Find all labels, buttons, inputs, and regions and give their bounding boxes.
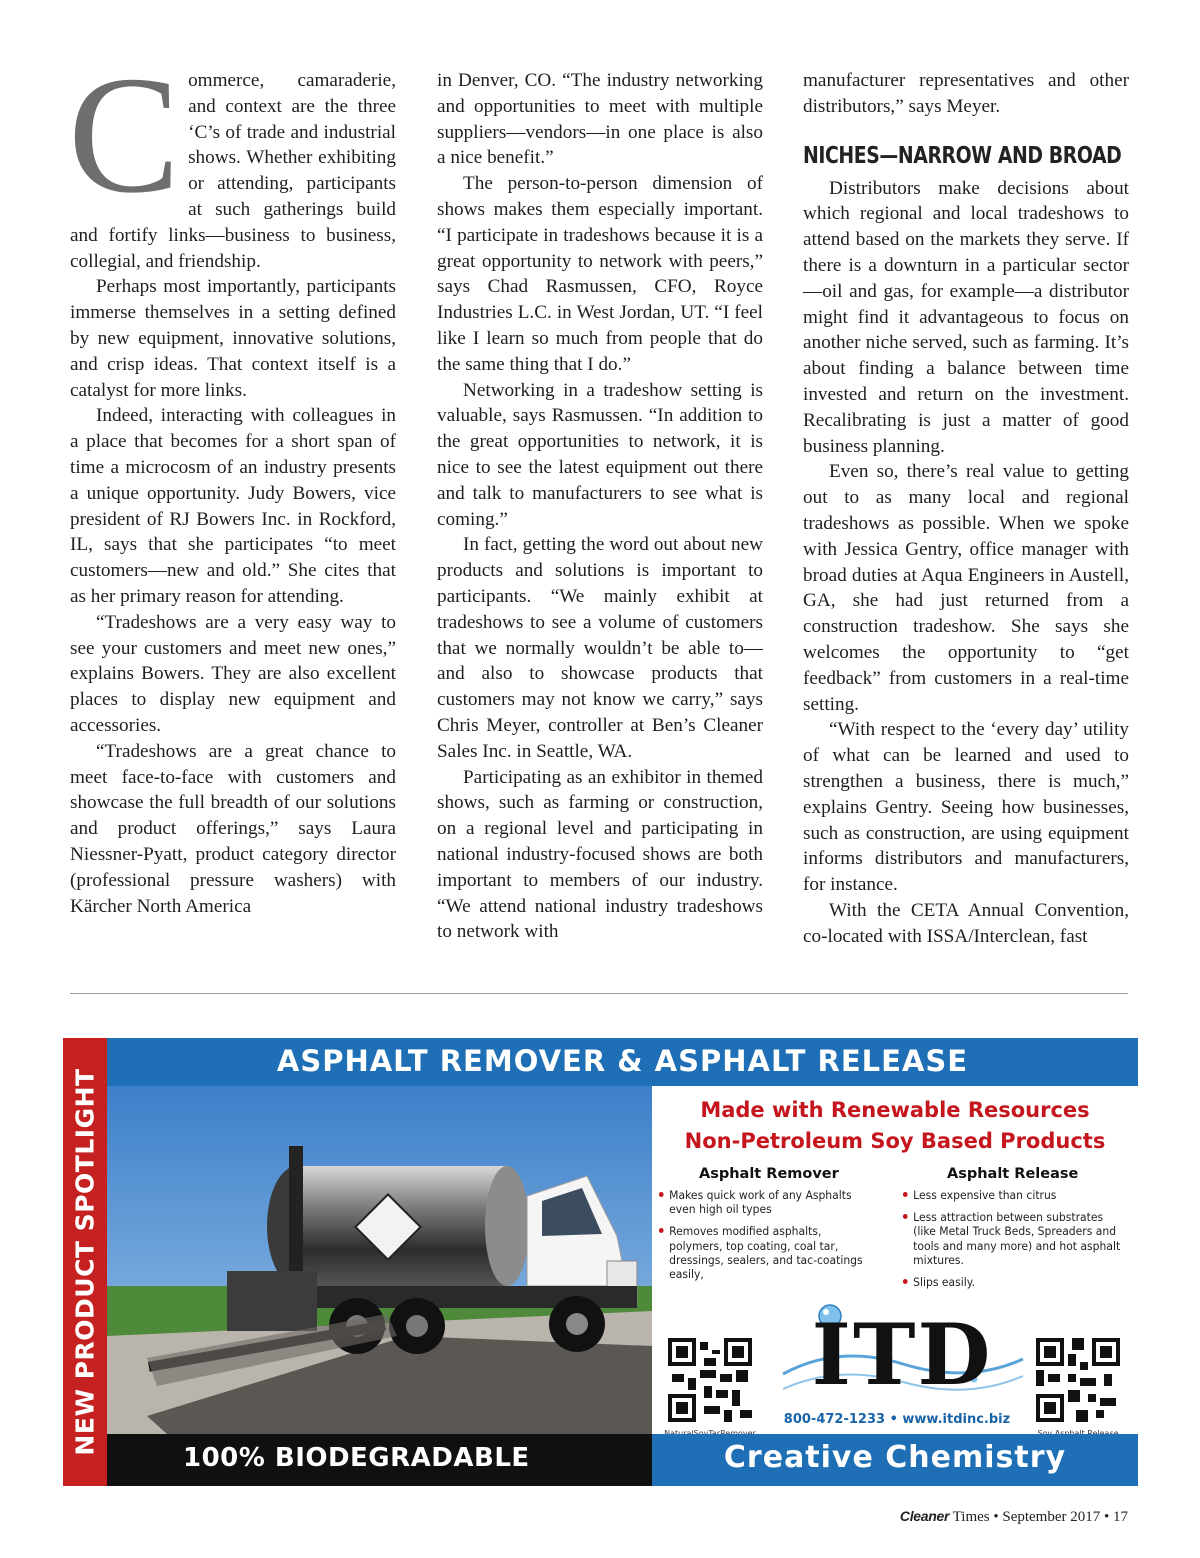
paragraph: in Denver, CO. “The industry networking and opportunities to meet with multiple suppliers—vendors—in one place is also a nice benefit.” [437, 70, 763, 169]
advertisement [63, 1038, 1138, 1486]
ad-tagline: Non-Petroleum Soy Based Products [684, 1129, 1106, 1153]
list-item: Slips easily. [902, 1275, 1121, 1289]
ad-bottom-right-bar [652, 1434, 1138, 1486]
list-item: Less expensive than citrus [902, 1188, 1121, 1202]
paragraph: Even so, there’s real value to getting out to as many local and regional tradeshows as possible. When we spoke with Jessica Gentry, office manager with broad duties at Aqua Engineers in Austell, GA, she had just returned from a construction tradeshow. She says she welcomes the opportunity to “get feedback” from customers in a real-time setting. [803, 461, 1129, 715]
paragraph: manufacturer representatives and other distributors,” says Meyer. [803, 70, 1129, 117]
ad-tagline: Made with Renewable Resources [700, 1098, 1090, 1122]
paragraph: Distributors make decisions about which regional and local tradeshows to attend based on the markets they serve. If there is a downturn in a particular sector—oil and gas, for example—a distributor might find it advantageous to focus on another niche served, such as farming. It’s about finding a balance between time invested and return on the investment. Recalibrating is just a matter of good business planning. [803, 177, 1129, 457]
slogan-label: Creative Chemistry [723, 1440, 1067, 1475]
paragraph: ommerce, camaraderie, and context are the three ‘C’s of trade and industrial shows. Whether exhibiting or attending, participants at such gatherings build and fortify links—business to business, collegial, and friendship. [70, 70, 396, 272]
side-banner-label: NEW PRODUCT SPOTLIGHT [70, 1068, 100, 1456]
ad-contact: 800-472-1233 • www.itdinc.biz [783, 1412, 1011, 1427]
footer-issue: Times • September 2017 • 17 [949, 1509, 1128, 1525]
itd-logo-text: ITD [811, 1305, 993, 1404]
paragraph: “Tradeshows are a great chance to meet face-to-face with customers and showcase the full breadth of our solutions and product offerings,” says Laura Niessner-Pyatt, product category director (professional pressure washers) with Kärcher North America [70, 740, 396, 917]
ad-product-panel [652, 1086, 1138, 1434]
paragraph: “Tradeshows are a very easy way to see your customers and meet new ones,” explains Bowers. They are also excellent places to display new equipment and accessories. [70, 611, 396, 736]
ad-headline: ASPHALT REMOVER & ASPHALT RELEASE [276, 1044, 969, 1078]
list-item: Removes modified asphalts, polymers, top coating, coal tar, dressings, sealers, and tac-coatings easily, [658, 1224, 877, 1281]
article-column-1 [68, 42, 396, 919]
list-item: Less attraction between substrates (like Metal Truck Beds, Spreaders and tools and many more) and hot asphalt mixtures. [902, 1210, 1121, 1267]
footer-brand: Cleaner [899, 1508, 950, 1524]
section-subhead: NICHES—NARROW AND BROAD [803, 142, 1122, 169]
truck-photo [107, 1086, 652, 1434]
paragraph: Networking in a tradeshow setting is valuable, says Rasmussen. “In addition to the great opportunities to network, it is nice to see the latest equipment out there and talk to manufacturers to see what is coming.” [437, 379, 763, 530]
list-item: Makes quick work of any Asphalts even high oil types [658, 1188, 877, 1216]
release-title: Asphalt Release [947, 1166, 1079, 1182]
paragraph: “With respect to the ‘every day’ utility of what can be learned and used to strengthen a business, there is much,” explains Gentry. Seeing how businesses, such as construction, are using equipment informs distributors and manufacturers, for instance. [803, 719, 1129, 896]
asphalt-truck-illustration [107, 1086, 652, 1434]
qr-code-icon [668, 1338, 752, 1422]
ad-headline-bar [107, 1038, 1138, 1086]
paragraph: With the CETA Annual Convention, co-located with ISSA/Interclean, fast [803, 899, 1129, 947]
article-column-3 [803, 68, 1129, 950]
biodegradable-label: 100% BIODEGRADABLE [183, 1443, 530, 1473]
paragraph: Indeed, interacting with colleagues in a place that becomes for a short span of time a microcosm of an industry presents a unique opportunity. Judy Bowers, vice president of RJ Bowers Inc. in Rockford, IL, says that she participates “to meet customers—new and old.” She cites that as her primary reason for attending. [70, 405, 396, 607]
qr-code-icon [1036, 1338, 1120, 1422]
paragraph: In fact, getting the word out about new products and solutions is important to participants. “We mainly exhibit at tradeshows to see a volume of customers that we normally wouldn’t be able to—and also to showcase products that customers may not know we carry,” says Chris Meyer, controller at Ben’s Cleaner Sales Inc. in Seattle, WA. [437, 534, 763, 762]
article-column-2 [437, 68, 763, 945]
side-banner [63, 1038, 107, 1486]
paragraph: Perhaps most importantly, participants immerse themselves in a setting defined by new equipment, innovative solutions, and crisp ideas. That context itself is a catalyst for more links. [70, 276, 396, 401]
paragraph: The person-to-person dimension of shows makes them especially important. “I participate in tradeshows because it is a great opportunity to network with peers,” says Chad Rasmussen, CFO, Royce Industries L.C. in West Jordan, UT. “I feel like I learn so much from people that do the same thing that I do.” [437, 173, 763, 375]
paragraph: Participating as an exhibitor in themed shows, such as farming or construction, on a regional level and participating in national industry-focused shows are both important to members of our industry. “We attend national industry tradeshows to network with [437, 766, 763, 943]
release-features [902, 1188, 1138, 1297]
drop-cap: C [68, 42, 181, 228]
ad-bottom-left-bar [107, 1434, 652, 1486]
remover-features [658, 1188, 894, 1289]
page-footer [900, 1508, 1128, 1526]
section-divider [70, 993, 1128, 994]
remover-title: Asphalt Remover [699, 1166, 839, 1182]
